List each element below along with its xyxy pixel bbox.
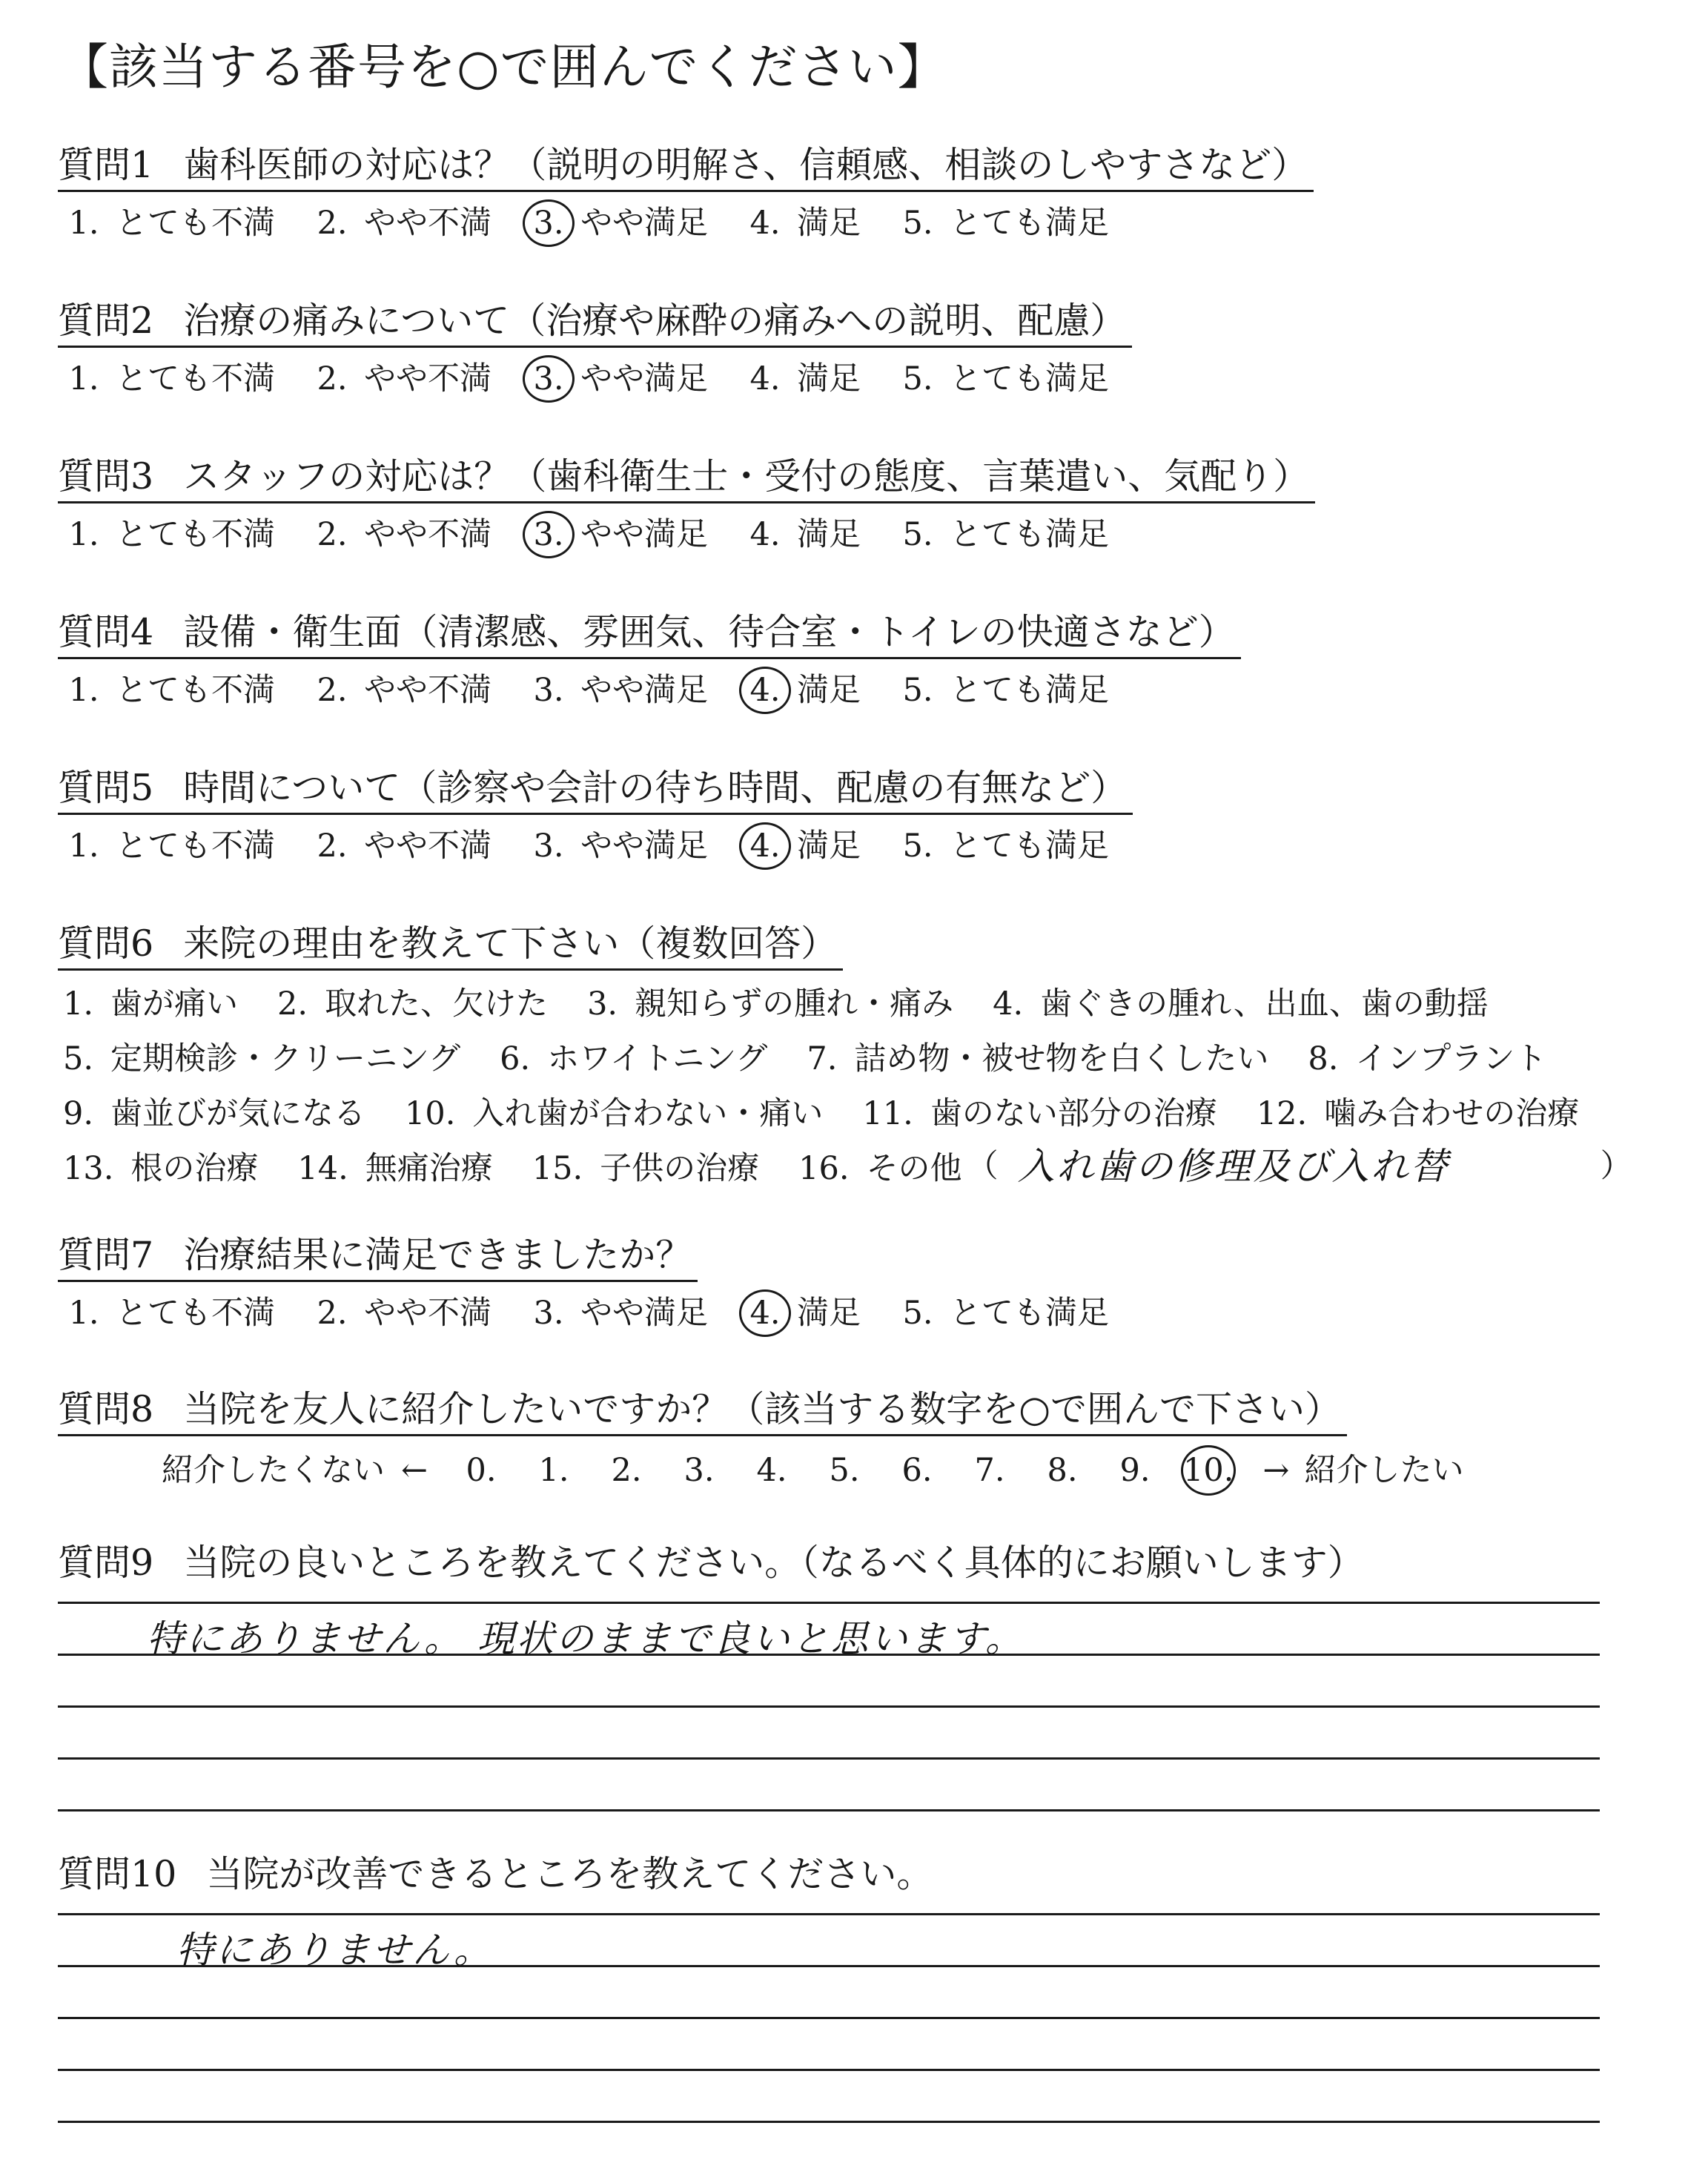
selected-circle: 4. [739, 822, 791, 870]
option-2[interactable]: 2. やや不満 [317, 828, 491, 865]
option-4[interactable]: 4. 満足 [739, 667, 861, 714]
other-reason-field[interactable]: 入れ歯の修理及び入れ替 [1017, 1145, 1450, 1188]
question-heading [58, 1231, 698, 1282]
question-label: 質問9 [58, 1542, 154, 1584]
answer-lines-q10[interactable] [58, 1913, 1600, 2136]
scale-5[interactable]: 5. [829, 1452, 860, 1489]
option-4[interactable]: 4. 満足 [749, 205, 861, 242]
scale-6[interactable]: 6. [901, 1452, 933, 1489]
rating-options [58, 199, 1314, 247]
scale-9[interactable]: 9. [1119, 1452, 1151, 1489]
question-text: 当院を友人に紹介したいですか？（該当する数字を○で囲んで下さい） [183, 1388, 1341, 1430]
question-label: 質問3 [58, 455, 154, 498]
writing-line [58, 1705, 1600, 1708]
question-label: 質問4 [58, 611, 154, 653]
reason-3[interactable]: 3. 親知らずの腫れ・痛み [587, 985, 954, 1023]
right-arrow-icon: → [1262, 1452, 1290, 1489]
question-9 [58, 1539, 1364, 1588]
question-4 [58, 608, 1241, 714]
option-2[interactable]: 2. やや不満 [317, 205, 491, 242]
scale-left-label: 紹介したくない [162, 1452, 385, 1489]
question-heading [58, 1539, 1364, 1588]
reason-5[interactable]: 5. 定期検診・クリーニング [63, 1040, 461, 1077]
selected-circle: 3. [523, 199, 575, 247]
question-text: 当院が改善できるところを教えてください。 [206, 1853, 933, 1895]
reason-1[interactable]: 1. 歯が痛い [63, 985, 239, 1023]
reason-10[interactable]: 10. 入れ歯が合わない・痛い [405, 1095, 824, 1132]
question-1 [58, 141, 1314, 247]
writing-line [58, 2069, 1600, 2071]
question-5 [58, 764, 1140, 870]
question-heading [58, 764, 1133, 815]
answer-q10: 特にありません。 [176, 1929, 493, 1972]
question-label: 質問7 [58, 1234, 154, 1276]
question-text: 当院の良いところを教えてください。（なるべく具体的にお願いします） [183, 1542, 1364, 1584]
option-5[interactable]: 5. とても満足 [902, 1295, 1109, 1332]
writing-line [58, 1809, 1600, 1811]
option-2[interactable]: 2. やや不満 [317, 516, 491, 553]
left-arrow-icon: ← [401, 1452, 428, 1489]
scale-0[interactable]: 0. [466, 1452, 497, 1489]
writing-line [58, 2121, 1600, 2123]
option-5[interactable]: 5. とても満足 [902, 360, 1109, 397]
selected-circle: 3. [523, 511, 575, 558]
answer-q9: 特にありません。 現状のままで良いと思います。 [147, 1617, 1025, 1660]
rating-options [58, 511, 1315, 558]
rating-options [58, 667, 1241, 714]
reason-8[interactable]: 8. インプラント [1308, 1040, 1547, 1077]
option-3[interactable]: 3. やや満足 [523, 199, 708, 247]
question-text: 治療の痛みについて（治療や麻酔の痛みへの説明、配慮） [183, 300, 1127, 342]
option-2[interactable]: 2. やや不満 [317, 672, 491, 709]
question-text: 来院の理由を教えて下さい（複数回答） [183, 922, 838, 965]
writing-line [58, 1602, 1600, 1604]
question-heading [58, 1385, 1347, 1436]
question-7 [58, 1231, 1140, 1337]
question-label: 質問8 [58, 1388, 154, 1430]
option-4[interactable]: 4. 満足 [739, 1289, 861, 1337]
selected-circle: 4. [739, 1289, 791, 1337]
question-heading [58, 608, 1241, 659]
scale-right-label: 紹介したい [1304, 1452, 1464, 1489]
question-heading [58, 919, 843, 971]
writing-line [58, 1757, 1600, 1760]
option-5[interactable]: 5. とても満足 [902, 516, 1109, 553]
option-5[interactable]: 5. とても満足 [902, 828, 1109, 865]
option-1[interactable]: 1. とても不満 [68, 828, 275, 865]
question-6 [58, 919, 1637, 1196]
scale-7[interactable]: 7. [974, 1452, 1005, 1489]
reason-4[interactable]: 4. 歯ぐきの腫れ、出血、歯の動揺 [993, 985, 1489, 1023]
reason-options [58, 977, 1637, 1196]
scale-1[interactable]: 1. [538, 1452, 569, 1489]
rating-options [58, 1289, 1140, 1337]
reason-row [58, 1086, 1637, 1141]
question-heading [58, 452, 1315, 503]
option-5[interactable]: 5. とても満足 [902, 205, 1109, 242]
question-label: 質問2 [58, 300, 154, 342]
selected-circle: 3. [523, 355, 575, 403]
reason-13[interactable]: 13. 根の治療 [63, 1150, 259, 1187]
question-label: 質問10 [58, 1853, 177, 1895]
option-1[interactable]: 1. とても不満 [68, 672, 275, 709]
reason-12[interactable]: 12. 噛み合わせの治療 [1256, 1095, 1580, 1132]
question-2 [58, 297, 1140, 403]
question-label: 質問1 [58, 144, 154, 186]
open-paren: （ [966, 1148, 999, 1185]
question-heading [58, 141, 1314, 192]
reason-14[interactable]: 14. 無痛治療 [297, 1150, 493, 1187]
question-text: スタッフの対応は？（歯科衛生士・受付の態度、言葉遣い、気配り） [183, 455, 1310, 498]
question-text: 時間について（診察や会計の待ち時間、配慮の有無など） [183, 767, 1128, 809]
option-3[interactable]: 3. やや満足 [533, 828, 708, 865]
question-8 [58, 1385, 1480, 1496]
option-3[interactable]: 3. やや満足 [533, 672, 708, 709]
selected-circle: 4. [739, 667, 791, 714]
option-1[interactable]: 1. とても不満 [68, 516, 275, 553]
reason-11[interactable]: 11. 歯のない部分の治療 [862, 1095, 1217, 1132]
question-text: 治療結果に満足できましたか？ [183, 1234, 692, 1276]
reason-row [58, 1031, 1637, 1086]
rating-options [58, 822, 1140, 870]
question-heading [58, 297, 1132, 348]
option-3[interactable]: 3. やや満足 [523, 355, 708, 403]
reason-7[interactable]: 7. 詰め物・被せ物を白くしたい [807, 1040, 1269, 1077]
option-3[interactable]: 3. やや満足 [523, 511, 708, 558]
option-3[interactable]: 3. やや満足 [533, 1295, 708, 1332]
answer-lines-q9[interactable] [58, 1602, 1600, 1817]
option-2[interactable]: 2. やや不満 [317, 1295, 491, 1332]
reason-2[interactable]: 2. 取れた、欠けた [277, 985, 549, 1023]
option-2[interactable]: 2. やや不満 [317, 360, 491, 397]
question-text: 歯科医師の対応は？（説明の明解さ、信頼感、相談のしやすさなど） [183, 144, 1308, 186]
close-paren: ） [1600, 1148, 1632, 1185]
question-3 [58, 452, 1315, 558]
page-title: 【該当する番号を○で囲んでください】 [59, 39, 947, 96]
option-4[interactable]: 4. 満足 [749, 360, 861, 397]
writing-line [58, 2017, 1600, 2019]
question-heading [58, 1850, 933, 1899]
rating-options [58, 355, 1140, 403]
writing-line [58, 1913, 1600, 1915]
reason-9[interactable]: 9. 歯並びが気になる [63, 1095, 366, 1132]
scale-10-selected[interactable]: 10. [1181, 1445, 1236, 1496]
scale-8[interactable]: 8. [1047, 1452, 1078, 1489]
question-text: 設備・衛生面（清潔感、雰囲気、待合室・トイレの快適さなど） [183, 611, 1235, 653]
reason-15[interactable]: 15. 子供の治療 [532, 1150, 760, 1187]
option-1[interactable]: 1. とても不満 [68, 360, 275, 397]
scale-2[interactable]: 2. [611, 1452, 642, 1489]
reason-row [58, 977, 1637, 1031]
question-10 [58, 1850, 933, 1899]
reason-16[interactable]: 16. その他 [798, 1150, 962, 1187]
question-label: 質問5 [58, 767, 154, 809]
referral-scale [58, 1445, 1480, 1496]
scale-3[interactable]: 3. [683, 1452, 715, 1489]
option-4[interactable]: 4. 満足 [739, 822, 861, 870]
question-label: 質問6 [58, 922, 154, 965]
option-4[interactable]: 4. 満足 [749, 516, 861, 553]
scale-4[interactable]: 4. [756, 1452, 787, 1489]
reason-row [58, 1141, 1637, 1196]
option-1[interactable]: 1. とても不満 [68, 1295, 275, 1332]
option-1[interactable]: 1. とても不満 [68, 205, 275, 242]
option-5[interactable]: 5. とても満足 [902, 672, 1109, 709]
reason-6[interactable]: 6. ホワイトニング [500, 1040, 768, 1077]
